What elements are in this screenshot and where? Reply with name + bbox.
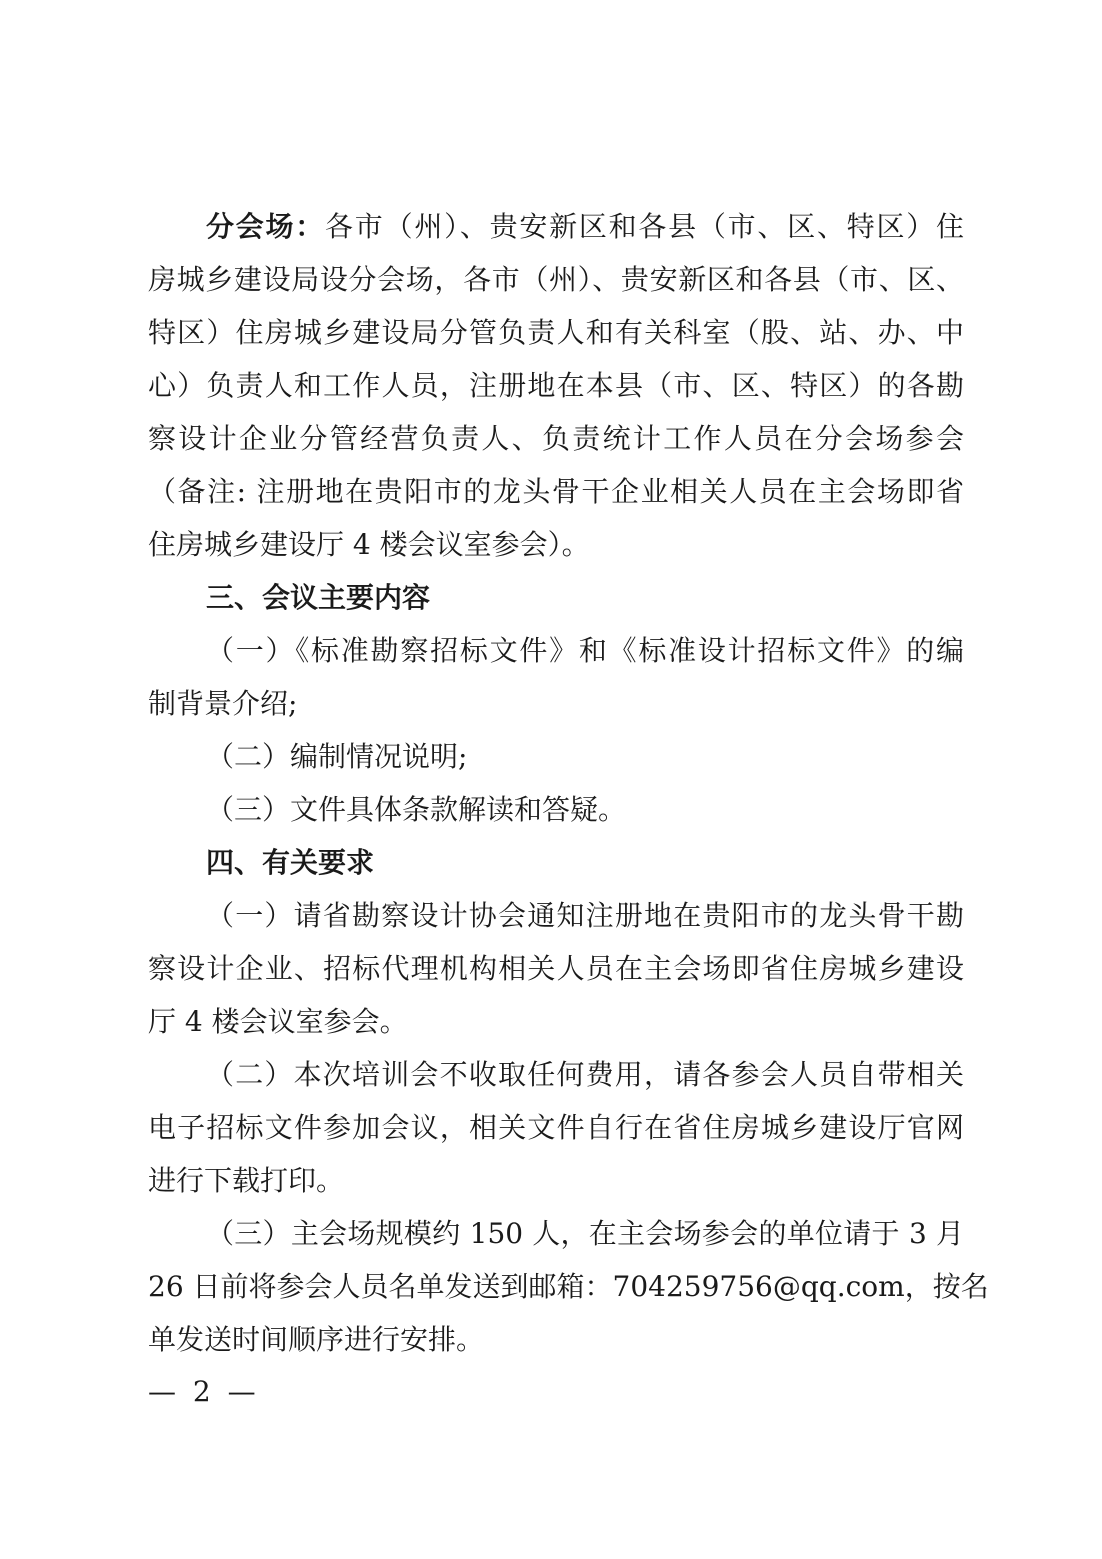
venue-paragraph <box>148 200 964 571</box>
section3-item3 <box>148 783 964 836</box>
venue-line-7: 住房城乡建设厅 4 楼会议室参会）。 <box>148 528 590 561</box>
section3-item1-line-1: （一）《标准勘察招标文件》和《标准设计招标文件》的编 <box>206 634 964 667</box>
venue-line-6: （备注: 注册地在贵阳市的龙头骨干企业相关人员在主会场即省 <box>148 475 964 508</box>
section4-item3-line-1: （三）主会场规模约 150 人，在主会场参会的单位请于 3 月 <box>206 1217 964 1250</box>
document-body <box>148 200 989 1366</box>
venue-label: 分会场： <box>206 210 326 243</box>
section4-item2 <box>148 1048 964 1207</box>
section3-item3-line: （三）文件具体条款解读和答疑。 <box>206 793 627 826</box>
section3-item2-line: （二）编制情况说明; <box>206 740 468 773</box>
page-number: — 2 — <box>148 1375 260 1408</box>
section3-item1 <box>148 624 964 730</box>
section4-item1 <box>148 889 964 1048</box>
section4-item1-line-3: 厅 4 楼会议室参会。 <box>148 1005 408 1038</box>
section4-item2-line-1: （二）本次培训会不收取任何费用，请各参会人员自带相关 <box>206 1058 964 1091</box>
venue-line-3: 特区）住房城乡建设局分管负责人和有关科室（股、站、办、中 <box>148 316 964 349</box>
venue-line-4: 心）负责人和工作人员，注册地在本县（市、区、特区）的各勘 <box>148 369 964 402</box>
section4-item1-line-1: （一）请省勘察设计协会通知注册地在贵阳市的龙头骨干勘 <box>206 899 964 932</box>
section4-item2-line-2: 电子招标文件参加会议，相关文件自行在省住房城乡建设厅官网 <box>148 1111 964 1144</box>
section4-heading: 四、有关要求 <box>206 846 375 879</box>
section4-item3-line-2: 26 日前将参会人员名单发送到邮箱：704259756@qq.com，按名 <box>148 1270 989 1303</box>
section3-heading: 三、会议主要内容 <box>206 581 431 614</box>
section3-item2 <box>148 730 964 783</box>
section4-item2-line-3: 进行下载打印。 <box>148 1164 345 1197</box>
venue-line-2: 房城乡建设局设分会场，各市（州）、贵安新区和各县（市、区、 <box>148 263 964 296</box>
venue-line-1: 各市（州）、贵安新区和各县（市、区、特区）住 <box>325 210 964 243</box>
venue-line-5: 察设计企业分管经营负责人、负责统计工作人员在分会场参会 <box>148 422 964 455</box>
section4-item1-line-2: 察设计企业、招标代理机构相关人员在主会场即省住房城乡建设 <box>148 952 964 985</box>
section4-item3 <box>148 1207 989 1366</box>
section3-item1-line-2: 制背景介绍; <box>148 687 298 720</box>
section4-item3-line-3: 单发送时间顺序进行安排。 <box>148 1323 485 1356</box>
